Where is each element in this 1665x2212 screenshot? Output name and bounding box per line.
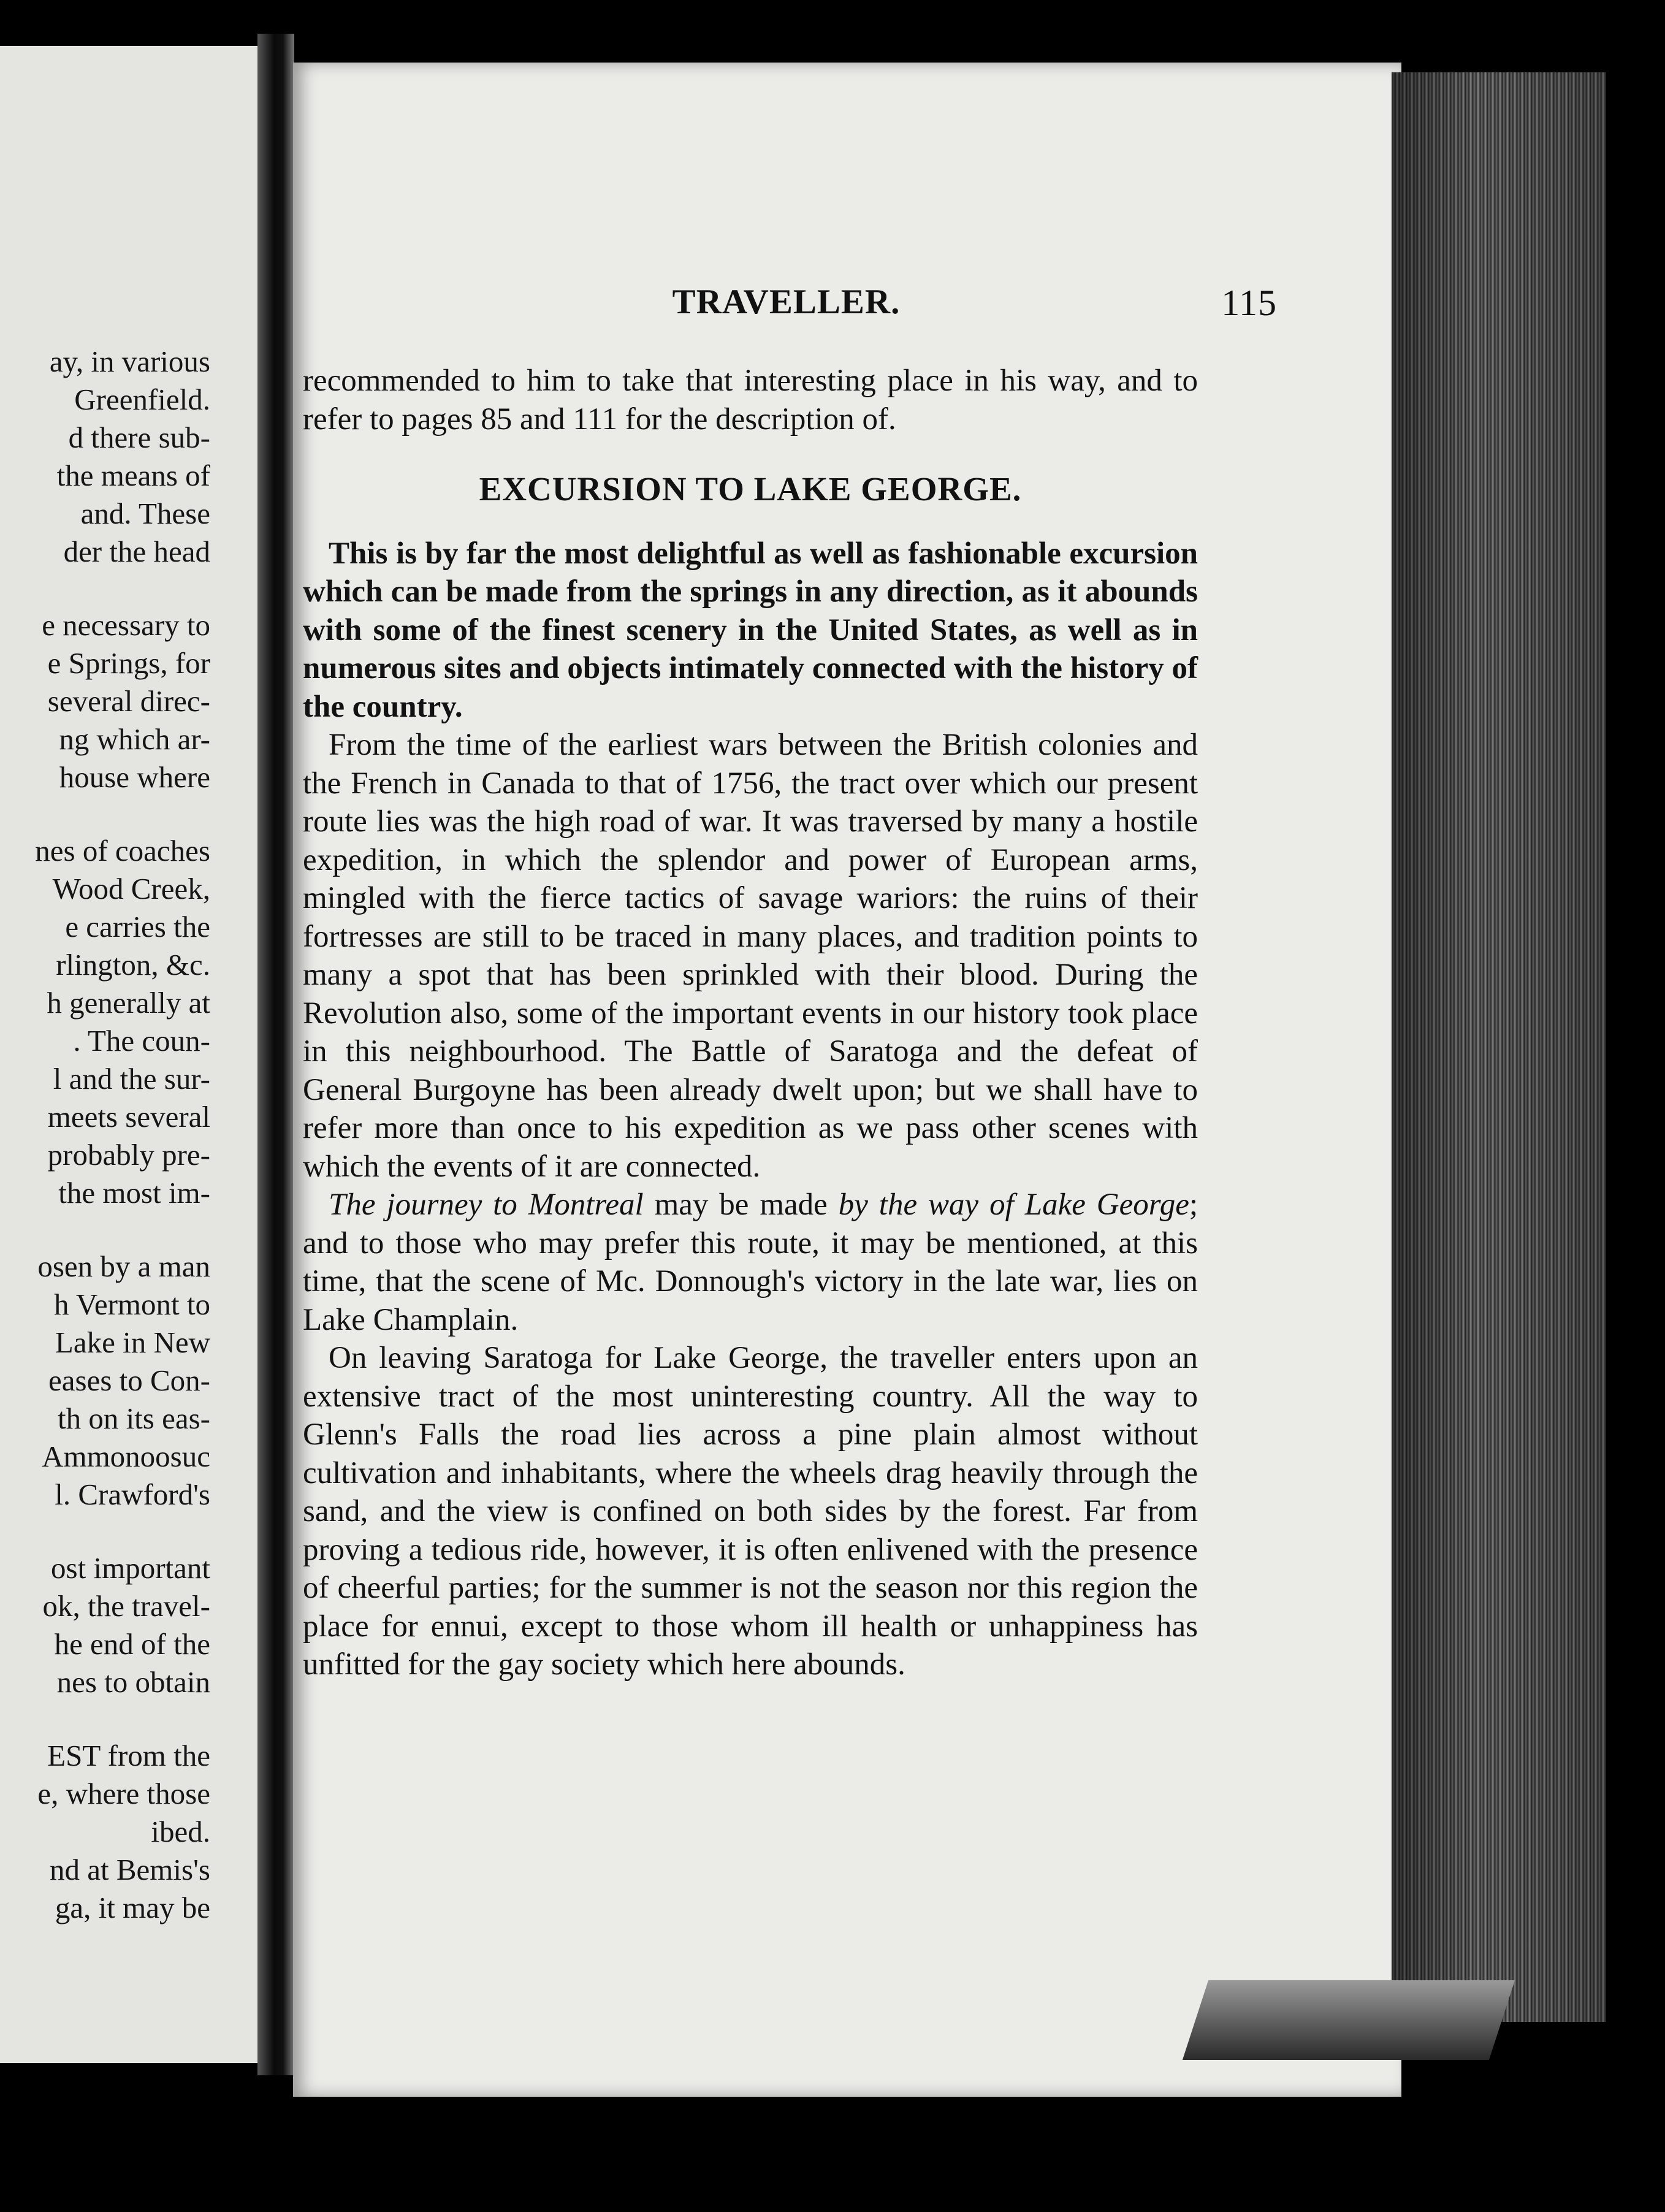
left-page-line: nes of coaches — [35, 834, 210, 868]
left-page-line: e, where those — [37, 1777, 210, 1810]
left-page-line: Wood Creek, — [52, 872, 210, 906]
left-page-line: meets several — [47, 1100, 210, 1134]
left-page-line: and. These — [80, 497, 210, 530]
left-page-line: nes to obtain — [56, 1665, 210, 1699]
italic-phrase-1: The journey to Montreal — [329, 1188, 644, 1222]
left-page-line: Ammonoosuc — [42, 1440, 210, 1473]
left-page-line: l and the sur- — [53, 1062, 210, 1096]
page-edges — [1392, 72, 1606, 2022]
page-number: 115 — [1221, 283, 1277, 323]
left-page-line: probably pre- — [47, 1138, 210, 1172]
left-page-line: ok, the travel- — [42, 1589, 210, 1623]
left-page-line: l. Crawford's — [55, 1478, 210, 1511]
book-gutter — [257, 34, 294, 2075]
left-page-line: house where — [59, 760, 210, 794]
left-page-fragment — [0, 46, 261, 2063]
left-page-line: e necessary to — [42, 608, 210, 642]
left-page-line: h Vermont to — [54, 1287, 210, 1321]
paragraph-3-text-1: may be made — [643, 1188, 839, 1222]
left-page-line: e Springs, for — [47, 646, 210, 680]
paragraph-1: This is by far the most delightful as well as fashionable excursion which can be made from the springs in any direction, as it abounds with some of the finest scenery in the United States, as well as in numerous sites and objects intimately connected with the history of the country. — [303, 536, 1198, 724]
left-page-line: rlington, &c. — [56, 948, 210, 982]
left-page-line: ga, it may be — [55, 1891, 210, 1924]
left-page-line: . The coun- — [73, 1024, 210, 1058]
left-page-line: the most im- — [58, 1176, 210, 1210]
paragraph-2: From the time of the earliest wars between the British colonies and the French in Canada to that of 1756, the tract over which our present route lies was the high road of war. It was traversed by many a hostile expedition, in which the splendor and power of European arms, mingled with the fierce tactics of savage wariors: the ruins of their fortresses are still to be traced in many places, and tradition points to many a spot that has been sprinkled with their blood. During the Revolution also, some of the important events in our history took place in this neighbourhood. The Battle of Saratoga and the defeat of General Burgoyne has been already dwelt upon; but we shall have to refer more than once to his expedition as we pass other scenes with which the events of it are connected. — [303, 728, 1198, 1184]
left-page-line: h generally at — [47, 986, 210, 1020]
left-page-line: ng which ar- — [59, 722, 210, 756]
left-page-text — [0, 343, 210, 1927]
running-head-title: TRAVELLER. — [672, 283, 901, 321]
page-body — [303, 362, 1198, 1684]
section-heading: EXCURSION TO LAKE GEORGE. — [479, 470, 1022, 508]
left-page-line: several direc- — [47, 684, 210, 718]
left-page-line: e carries the — [65, 910, 210, 944]
left-page-line: ay, in various — [49, 345, 210, 378]
left-page-line: th on its eas- — [57, 1402, 210, 1435]
paragraph-3 — [303, 1186, 1198, 1339]
left-page-line: der the head — [63, 535, 210, 568]
intro-paragraph: recommended to him to take that interesting place in his way, and to refer to pages 85 and 111 for the description of. — [303, 364, 1198, 437]
left-page-line: osen by a man — [37, 1249, 210, 1283]
right-page — [293, 63, 1401, 2097]
page-edges-bottom — [1183, 1980, 1515, 2060]
left-page-line: EST from the — [47, 1739, 210, 1772]
left-page-line: nd at Bemis's — [50, 1853, 210, 1886]
left-page-line: ost important — [51, 1551, 210, 1585]
italic-phrase-2: by the way of Lake George — [838, 1188, 1189, 1222]
left-page-line: he end of the — [54, 1627, 210, 1661]
left-page-line: Lake in New — [55, 1325, 210, 1359]
paragraph-3-text-2: ; and to those who may prefer this route, it may be mentioned, at this time, that the scene of Mc. Donnough's victory in the late war, lies on Lake Champlain. — [303, 1188, 1198, 1337]
paragraph-4: On leaving Saratoga for Lake George, the traveller enters upon an extensive tract of the most uninteresting country. All the way to Glenn's Falls the road lies across a pine plain almost without cultivation and inhabitants, where the wheels drag heavily through the sand, and the view is confined on both sides by the forest. Far from proving a tedious ride, however, it is often enlivened with the presence of cheerful parties; for the summer is not the season nor this region the place for ennui, except to those whom ill health or unhappiness has unfitted for the gay society which here abounds. — [303, 1341, 1198, 1682]
left-page-line: the means of — [56, 459, 210, 492]
left-page-line: Greenfield. — [74, 383, 210, 416]
left-page-line: d there sub- — [68, 421, 210, 454]
left-page-line: ibed. — [151, 1815, 210, 1848]
left-page-line: eases to Con- — [48, 1363, 210, 1397]
